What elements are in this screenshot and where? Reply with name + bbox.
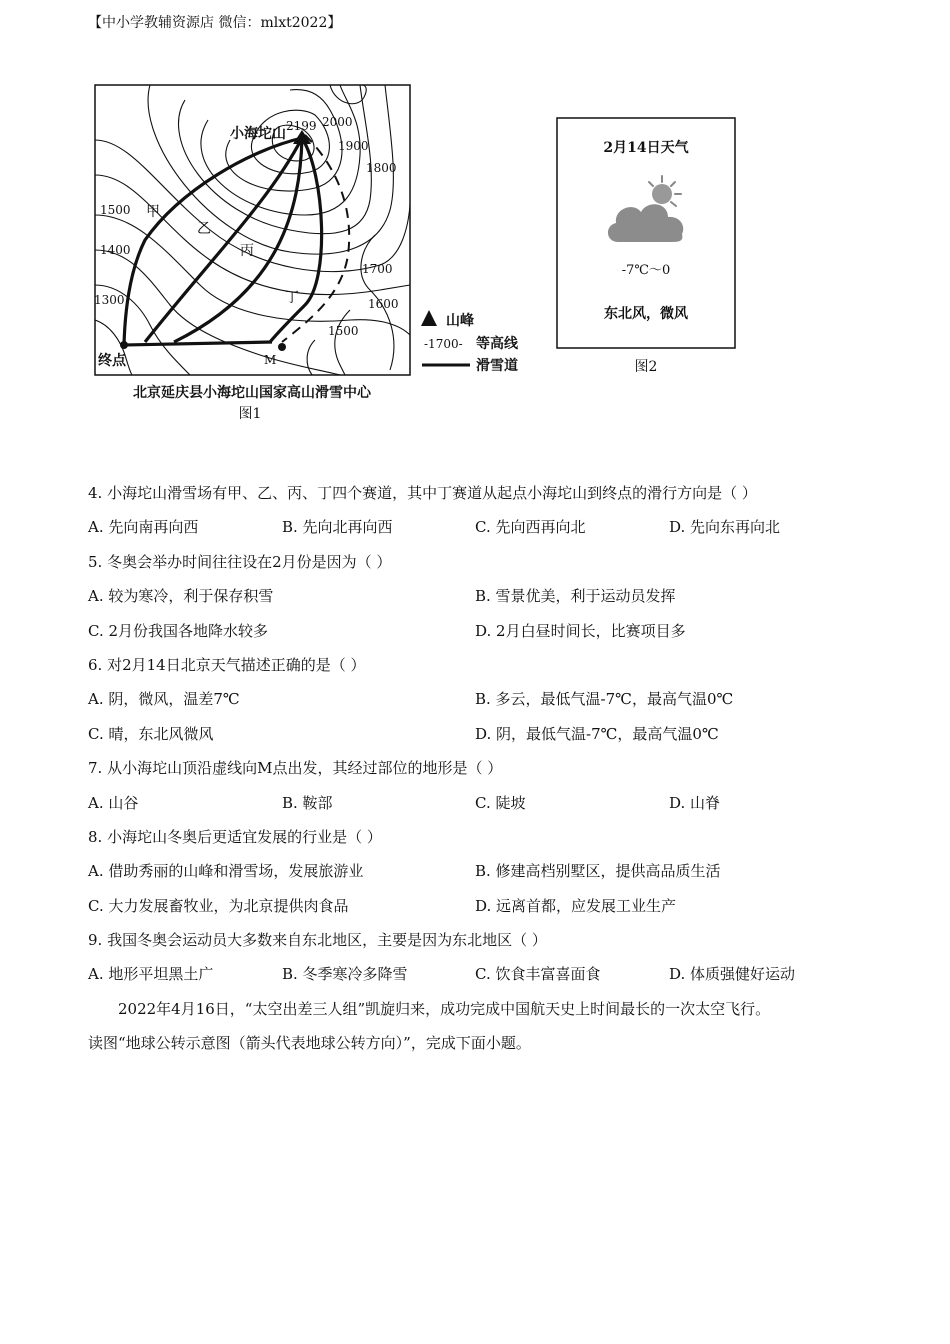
figure2-caption: 图2 bbox=[634, 359, 658, 375]
contour-label-1700: 1700 bbox=[362, 262, 393, 276]
q7-option-b: B. 鞍部 bbox=[282, 793, 333, 812]
q9-option-a: A. 地形平坦黑土广 bbox=[88, 965, 214, 984]
question-4-stem: 4. 小海坨山滑雪场有甲、乙、丙、丁四个赛道，其中丁赛道从起点小海坨山到终点的滑行方向是（ ） bbox=[88, 484, 757, 502]
question-9-options bbox=[88, 957, 878, 991]
run-label-ding: 丁 bbox=[285, 290, 299, 306]
q5-option-b: B. 雪景优美，利于运动员发挥 bbox=[475, 587, 676, 606]
q8-option-c: C. 大力发展畜牧业，为北京提供肉食品 bbox=[88, 896, 349, 915]
ski-run-jia bbox=[124, 138, 302, 345]
contour-label-1400: 1400 bbox=[100, 243, 131, 257]
question-area bbox=[88, 476, 878, 1061]
weather-temp: -7℃～0 bbox=[621, 263, 671, 278]
contour-label-1300: 1300 bbox=[94, 293, 125, 307]
q5-option-d: D. 2月白昼时间长，比赛项目多 bbox=[475, 621, 686, 640]
q5-option-c: C. 2月份我国各地降水较多 bbox=[88, 621, 269, 640]
question-5-stem: 5. 冬奥会举办时间往往设在2月份是因为（ ） bbox=[88, 552, 392, 571]
contour-label-2000: 2000 bbox=[322, 115, 353, 129]
question-7-stem: 7. 从小海坨山顶沿虚线向M点出发，其经过部位的地形是（ ） bbox=[88, 759, 503, 778]
legend-ski-run-label: 滑雪道 bbox=[476, 358, 518, 374]
question-9-stem: 9. 我国冬奥会运动员大多数来自东北地区，主要是因为东北地区（ ） bbox=[88, 931, 547, 950]
peak-elevation-label: 2199 bbox=[286, 119, 317, 133]
figure1-caption-number: 图1 bbox=[238, 406, 262, 422]
question-7-options bbox=[88, 786, 878, 820]
question-6-options-cd bbox=[88, 717, 878, 751]
contour-label-1600: 1600 bbox=[368, 297, 399, 311]
legend-peak-label: 山峰 bbox=[446, 313, 474, 329]
q4-option-c: C. 先向西再向北 bbox=[475, 518, 586, 537]
q7-option-c: C. 陡坡 bbox=[475, 793, 526, 812]
q6-option-b: B. 多云，最低气温-7℃，最高气温0℃ bbox=[475, 690, 734, 709]
q8-option-d: D. 远离首都，应发展工业生产 bbox=[475, 896, 677, 915]
q6-option-d: D. 阴，最低气温-7℃，最高气温0℃ bbox=[475, 724, 719, 743]
run-label-bing: 丙 bbox=[240, 243, 254, 259]
q4-option-d: D. 先向东再向北 bbox=[669, 518, 781, 537]
question-6-options-ab bbox=[88, 682, 878, 716]
q8-option-a: A. 借助秀丽的山峰和滑雪场，发展旅游业 bbox=[88, 862, 364, 881]
q9-option-d: D. 体质强健好运动 bbox=[669, 965, 796, 984]
intro-paragraph-line2: 读图“地球公转示意图（箭头代表地球公转方向）”，完成下面小题。 bbox=[88, 1034, 531, 1053]
question-5-options-ab bbox=[88, 579, 878, 613]
end-point-marker bbox=[120, 341, 128, 349]
q9-option-c: C. 饮食丰富喜面食 bbox=[475, 965, 601, 984]
q4-option-a: A. 先向南再向西 bbox=[88, 518, 199, 537]
intro-paragraph-line1: 2022年4月16日，“太空出差三人组”凯旋归来，成功完成中国航天史上时间最长的一次太空飞行。 bbox=[118, 999, 771, 1018]
q7-option-d: D. 山脊 bbox=[669, 793, 721, 812]
figure1-caption-title: 北京延庆县小海坨山国家高山滑雪中心 bbox=[133, 385, 371, 401]
question-5-options-cd bbox=[88, 614, 878, 648]
contour-label-1800: 1800 bbox=[366, 161, 397, 175]
q6-option-c: C. 晴，东北风微风 bbox=[88, 724, 214, 743]
end-point-label: 终点 bbox=[98, 353, 126, 369]
question-6-stem: 6. 对2月14日北京天气描述正确的是（ ） bbox=[88, 655, 366, 674]
contour-label-1900: 1900 bbox=[338, 139, 369, 153]
question-8-stem: 8. 小海坨山冬奥后更适宜发展的行业是（ ） bbox=[88, 827, 382, 846]
q8-option-b: B. 修建高档别墅区，提供高品质生活 bbox=[475, 862, 721, 881]
q5-option-a: A. 较为寒冷，利于保存积雪 bbox=[88, 587, 274, 606]
contour-label-1500b: 1500 bbox=[328, 324, 359, 338]
legend-peak-icon bbox=[421, 310, 437, 326]
weather-figure bbox=[550, 112, 740, 387]
ski-runs bbox=[124, 138, 322, 345]
weather-wind: 东北风，微风 bbox=[604, 306, 688, 322]
question-4-options bbox=[88, 510, 878, 544]
run-label-yi: 乙 bbox=[197, 221, 211, 237]
question-8-options-ab bbox=[88, 854, 878, 888]
run-label-jia: 甲 bbox=[146, 204, 160, 220]
point-m-marker bbox=[278, 343, 286, 351]
q7-option-a: A. 山谷 bbox=[88, 793, 139, 812]
legend-contour-sample: -1700- bbox=[424, 337, 463, 351]
point-m-label: M bbox=[264, 353, 277, 367]
contour-label-1500: 1500 bbox=[100, 203, 131, 217]
q9-option-b: B. 冬季寒冷多降雪 bbox=[282, 965, 408, 984]
peak-name-label: 小海坨山 bbox=[230, 126, 286, 142]
q4-option-b: B. 先向北再向西 bbox=[282, 518, 393, 537]
page-header: 【中小学教辅资源店 微信：mlxt2022】 bbox=[88, 15, 342, 31]
weather-title: 2月14日天气 bbox=[603, 140, 689, 156]
contour-map-figure bbox=[90, 80, 540, 425]
ski-run-ding bbox=[270, 138, 322, 342]
legend-contour-label: 等高线 bbox=[476, 336, 518, 352]
q6-option-a: A. 阴，微风，温差7℃ bbox=[88, 690, 240, 709]
question-8-options-cd bbox=[88, 889, 878, 923]
